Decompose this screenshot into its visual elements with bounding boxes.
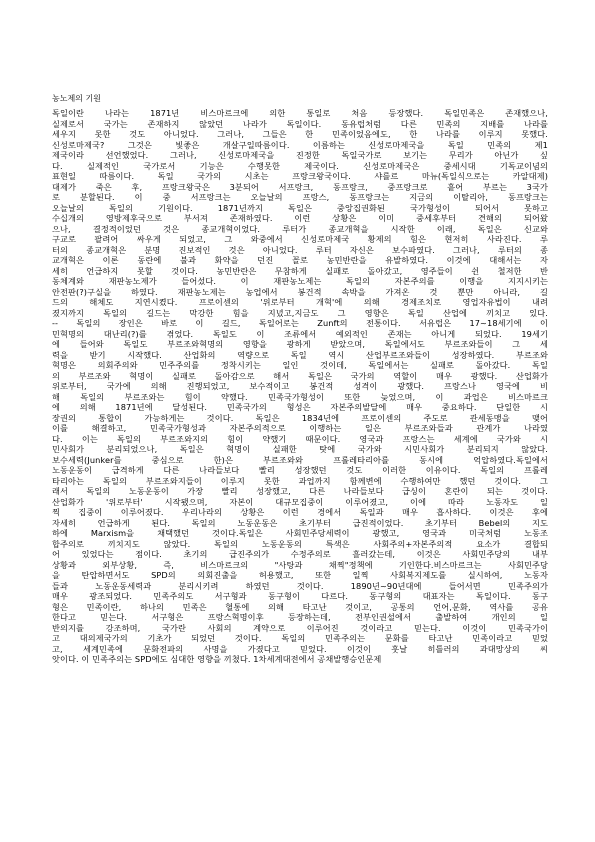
body-text-line: 력을 받기 시작했다. 산업화의 역량으로 독일 역시 산업부르조와들이 성장하였다. 부르조와 [52, 349, 548, 360]
body-text-line: 상황과 외부상황, 즉, 비스마르크의 "사탕과 채찍"정책에 기인한다.비스마르크는 사회민주당 [52, 559, 548, 570]
body-text-line: 구교로 팔려어 싸우게 되었고, 그 와중에서 신성로마제국 황제의 힘은 현저히 사라진다. 루 [52, 234, 548, 244]
body-text-line: 오늘날의 독일의 기원이다. 1871년까지 독일은 중앙집권화된 국가형성이 되어서 못하고 [52, 202, 548, 213]
body-text-line: 제국이라 선언했었다. 그러나, 신성로마제국을 진정한 독일국가로 보기는 무리가 아닌가 싶 [52, 150, 548, 160]
body-text-line: 이를 해결하고, 민족국가형성과 자본주의적으로 이행하는 일은 부르조와들과 관계가 나라였 [52, 423, 548, 433]
body-text-line: 하에 Marxism을 채택했던 것이다.독일은 사회민주당세력이 광했고, 영국과 미국처럼 노동조 [52, 528, 548, 538]
body-text-line: 앗이다. 이 민족주의는 SPD에도 심대한 영향을 끼쳤다. 1차세계대전에서 공채발행승인문제 [52, 654, 382, 664]
body-text-line: 자세히 언급하게 된다. 독일의 노동운동은 초기부터 급진적이었다. 초기부터 Bebel의 지도 [52, 517, 548, 528]
body-text-line: 표현일 따름이다. 독일 국가의 시초는 프랑크왕국이다. 샤를르 마뉴(독일식으로는 카알대제) [52, 171, 548, 181]
body-text-line: 고 대의제국가의 기초가 되었던 것이다. 독일의 민족주의는 문화를 타고난 민족이라고 믿었 [52, 633, 548, 643]
page-title: 농노제의 기원 [52, 94, 101, 103]
body-text-line: 안전판(?)구실을 하였다. 재판농노제는 농업에서 봉건적 속박을 가져온 것 뿐만 아니라, 길 [52, 286, 548, 297]
body-text-line: 의 부르조와 혁명이 실패로 돌아감으로 해서 독일은 국가의 역할이 매우 광했다. 산업화가 [52, 370, 548, 381]
body-text-line: 다. 이는 독일의 부르조와지의 힘이 약했기 때문이다. 영국과 프랑스는 세계에 국가와 시 [52, 433, 548, 444]
body-text-line: 장권의 통합이 가능하게는 것이다. 독일은 1834년에 프로이센의 주도로 관세동맹을 맺어 [52, 412, 548, 423]
body-text-line: 신성로마제국? 그것은 빛좋은 개살구일따름이다. 이름하는 신성로마제국을 독일 민족의 제1 [52, 139, 548, 150]
body-text-line: -- 독일의 장인은 바로 이 길드, 독일어로는 Zunft의 전통이다. 서유럽은 17~18세기에 이 [52, 318, 548, 328]
body-text-line: 타리아는 독일의 부르조와지들이 이루지 못한 과업까지 함께변에 수행하여만 했던 것이다. 그 [52, 475, 548, 486]
body-text-line: 찍 집중이 이루어졌다. 우리나라의 상황은 이런 경에서 독일과 매우 흡사하다. 이것은 후에 [52, 507, 548, 517]
body-text-line: 교개혁은 이론 동란에 불과 화약을 던진 꼴로 농민반란을 유발하였다. 이것에 대해서는 자 [52, 255, 548, 265]
body-text-line: 수십개의 영방제후국으로 부서져 존재하였다. 이런 상황은 이미 중세후부터 견해의 되어왔 [52, 213, 548, 223]
body-text-line: 동체계와 재판농노제가 들어섰다. 이 재판농노제는 독일의 자본주의를 이행을 지지시키는 [52, 276, 548, 286]
body-text-line: 어 있었다는 점이다. 초기의 급진주의가 수정주의로 흘러갔는데, 이것은 사회민주당의 내부 [52, 549, 548, 559]
body-text-line: 대제가 죽은 후, 프랑크왕국은 3분되어 서프랑크, 동프랑크, 중프랑크로 흩어 부르는 3국가 [52, 181, 548, 192]
body-text-line: 매우 광조되었다. 민족주의도 서구형과 동구형이 다르다. 동구형의 대표자는 독일이다. 동구 [52, 591, 548, 601]
body-text-line: 위로부터, 국가에 의해 진행되었고, 보수적이고 봉건적 성격이 광했다. 프랑스나 영국에 비 [52, 381, 548, 391]
body-text-line: 에 들어와 독일도 부르조와혁명의 영향을 광하게 받았으며, 독일에서도 부르조와들이 그 세 [52, 339, 548, 349]
body-text-line: 래서 독일의 노동운동이 가장 빨리 성장했고, 다른 나라들보다 급싱이 혼란이 되는 것이다. [52, 486, 548, 496]
body-text-line: 로 분할된다. 이 중 서프랑크는 오늘날의 프랑스, 동프랑크는 지금의 이탈리아, 동프랑크는 [52, 192, 548, 202]
body-text-line: 해 독일의 부르조와는 힘이 약했다. 민족국가형성이 또한 늦었으며, 이 과업은 비스마르크 [52, 391, 548, 402]
body-text-line: 을 탄압하면서도 SPD의 의회진출을 허용했고, 또한 일찍 사회복지제도를 실시하여, 노동자 [52, 570, 548, 580]
body-text-line: 독일이란 나라는 1871년 비스마르크에 의한 통일로 처음 등장했다. 독일민족은 존재했으나, [52, 108, 548, 118]
body-text-line: 실제로서 국가는 존재하지 않았던 나라가 독일이다. 동유럽처럼 다른 민족의 지배를 나라를 [52, 118, 548, 129]
body-text-line: 합주의로 끼치지도 않았다. 독일의 노동운동의 특색은 사회주의+자본주의적 요소가 결합되 [52, 538, 548, 549]
body-text-line: 노동운동이 급격하게 다른 나라들보다 빨리 성장했던 것도 이러한 이유이다. 독일의 프롤레 [52, 465, 548, 475]
body-text-line: 세히 언급하지 못할 것이다. 농민반란은 무참하게 실패로 돌아갔고, 영주들이 쉰 철저한 반 [52, 265, 548, 276]
body-text-line: 세우지 못한 것도 아니었다. 그러나, 그들은 한 민족이었음에도, 한 나라를 이루지 못했다. [52, 129, 548, 139]
body-text [52, 108, 548, 665]
body-text-line: 졌지까지 독일의 길드는 막강한 힘을 지녔고,지금도 그 영향은 독일 산업에 끼치고 있다. [52, 307, 548, 318]
body-text-line: 들과 노동운동세력과 분리시키려 하였던 것이다. 1890년~90년대에 들어서면 민족주의가 [52, 580, 548, 591]
body-text-line: 드의 해체도 지연시켰다. 프로이센의 '위로부터 개혁'에 의해 경제조치로 영업자유법이 내려 [52, 297, 548, 307]
body-text-line: 에 의해 1871년에 달성된다. 민족국가의 형성은 자본주의발달에 매우 중요하다. 단일한 시 [52, 402, 548, 412]
body-text-line: 산업화가 '위로부터' 시작됐으며, 자본이 대규모집중이 이루어졌고, 이에 따라 노동자도 일 [52, 496, 548, 507]
body-text-line: 민혁명의 대난리(?)를 겪었다. 독일도 이 조류에서 예외적인 존재는 아니게 되었다. 19세기 [52, 328, 548, 339]
body-text-line: 반의지를 강조하며, 국가란 사회의 계약으로 이루어진 것이라고 믿는다. 이것이 민족국가이 [52, 622, 548, 633]
body-text-line: 형은 민족이란, 하나의 민족은 혈통에 의해 타고난 것이고, 공통의 언어,문화, 역사를 공유 [52, 601, 548, 612]
body-text-line: 다. 실제적인 국가로서 기능은 수행못한 제국이다. 신성로마제국은 중세시대 기독교이념의 [52, 160, 548, 171]
body-text-line: 으나, 결정적이었던 것은 종교개혁이었다. 루터가 종교개혁을 시작한 이래, 독일은 신교와 [52, 223, 548, 234]
body-text-line: 한다고 믿는다. 서구형은 프랑스혁명이후 등장하는데, 전부인권설에서 출발하여 개인의 일 [52, 612, 548, 622]
body-text-line: 터의 종교개혁은 분명 진보적인 것은 아니었다. 루터 자신은 보수파였다. 그러나, 루터의 종 [52, 244, 548, 255]
body-text-line: 혁명은 의회주의와 민주주의를 정착시키는 일인 것이데, 독일에서는 실패로 돌아갔다. 독일 [52, 360, 548, 370]
body-text-line: 민사회가 분리되었으나, 독일은 혁명이 실패한 탓에 국가와 시민사회가 분리되지 않았다. [52, 444, 548, 454]
body-text-line: 보수세력(Junker를 중심으로 한)은 부르조와와 프롤레타리아를 동시에 억압하였다.독일에서 [52, 454, 548, 465]
body-text-line: 고, 세계민족에 문화전파의 사명을 가졌다고 믿었다. 이것이 훗날 히틀러의 과대망상의 씨 [52, 643, 548, 654]
